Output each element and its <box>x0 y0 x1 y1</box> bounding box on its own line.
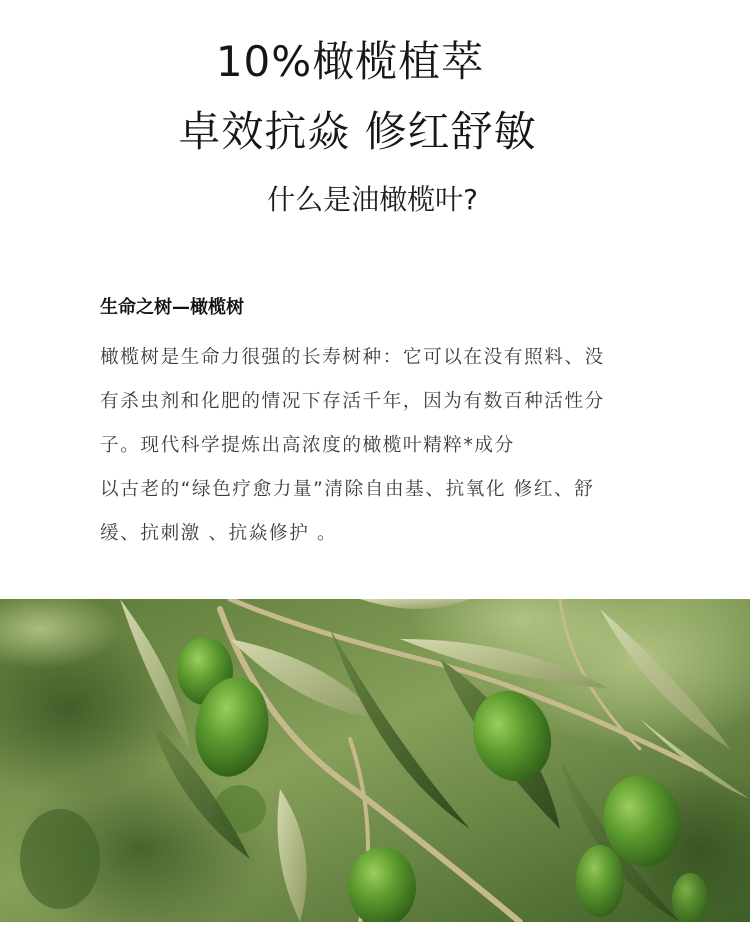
headline-section <box>0 0 750 300</box>
headline-subtitle: 卓效抗焱 修红舒敏 <box>178 107 537 156</box>
body-line: 橄榄树是生命力很强的长寿树种：它可以在没有照料、没 <box>100 347 605 368</box>
body-line: 缓、抗刺激 、抗焱修护 。 <box>100 523 338 544</box>
question-heading: 什么是油橄榄叶? <box>267 183 478 216</box>
body-line: 子。现代科学提炼出高浓度的橄榄叶精粹*成分 <box>100 435 515 456</box>
headline-title: 10%橄榄植萃 <box>215 37 485 86</box>
olive-branch-photo <box>0 599 750 922</box>
body-line: 以古老的“绿色疗愈力量”清除自由基、抗氧化 修红、舒 <box>100 479 595 500</box>
section-heading: 生命之树—橄榄树 <box>100 297 244 318</box>
section-body <box>100 336 680 556</box>
body-line: 有杀虫剂和化肥的情况下存活千年，因为有数百种活性分 <box>100 391 605 412</box>
